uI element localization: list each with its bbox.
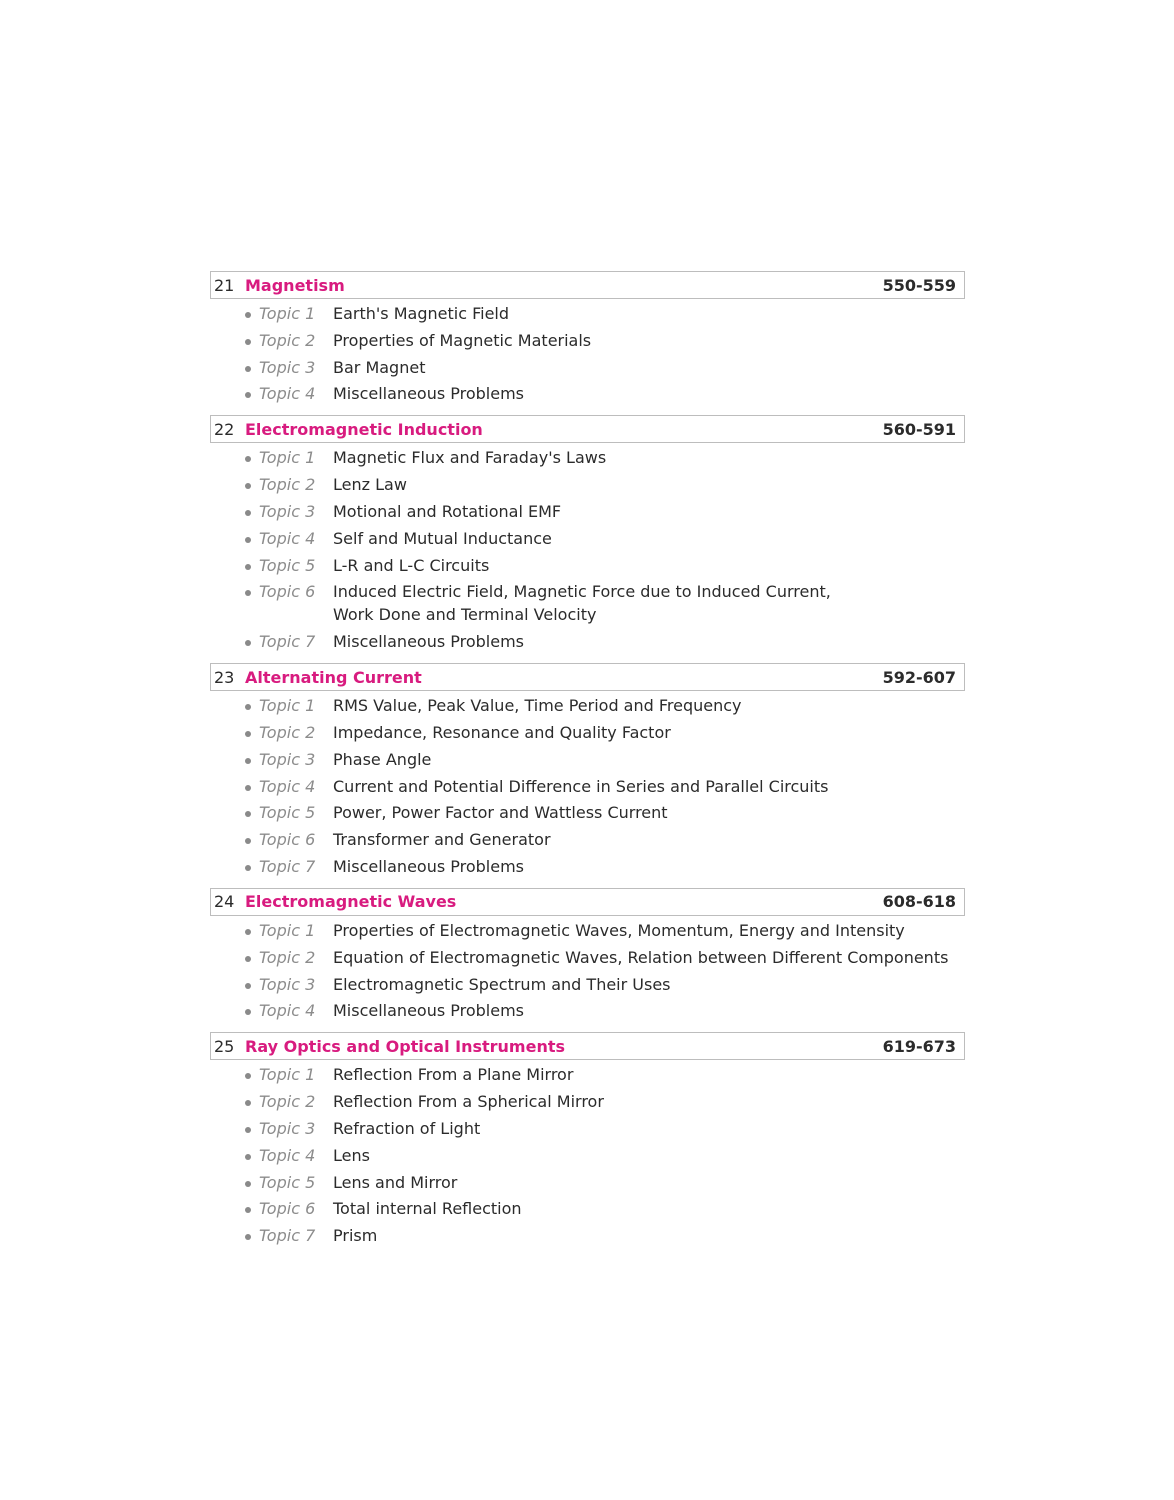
bullet-icon <box>245 758 251 764</box>
topic-item[interactable] <box>210 302 965 325</box>
bullet-icon <box>245 564 251 570</box>
chapter-section <box>210 663 965 878</box>
bullet-icon <box>245 1073 251 1079</box>
topic-label: Topic 5 <box>259 555 316 575</box>
topic-title <box>333 382 524 405</box>
chapter-page-range: 560-591 <box>882 419 956 439</box>
topic-label: Topic 1 <box>259 304 316 323</box>
topic-item[interactable] <box>210 329 965 352</box>
topic-label: Topic 2 <box>259 1092 316 1112</box>
topic-title <box>333 527 552 550</box>
chapter-number: 24 <box>214 892 235 912</box>
topic-label: Topic 6 <box>259 1199 316 1219</box>
topic-title <box>333 356 425 379</box>
topic-list <box>210 691 965 878</box>
topic-label: Topic 3 <box>259 974 316 994</box>
table-of-contents <box>210 271 965 1257</box>
topic-label: Topic 4 <box>259 1145 316 1165</box>
topic-item[interactable] <box>210 721 965 744</box>
topic-title <box>333 721 671 744</box>
topic-label: Topic 7 <box>259 856 316 876</box>
topic-title <box>333 828 551 851</box>
topic-title-line: Power, Power Factor and Wattless Current <box>333 803 668 823</box>
chapter-title[interactable]: Magnetism <box>245 275 345 295</box>
topic-label: Topic 7 <box>259 632 316 652</box>
chapter-page-range: 608-618 <box>882 892 956 912</box>
bullet-icon <box>245 983 251 989</box>
topic-item[interactable] <box>210 919 965 942</box>
topic-title-line: Prism <box>333 1226 378 1246</box>
topic-title-line: Miscellaneous Problems <box>333 1001 525 1021</box>
bullet-icon <box>245 339 251 345</box>
topic-title <box>333 946 948 969</box>
topic-title-line: Equation of Electromagnetic Waves, Relation between Different Components <box>333 947 949 967</box>
chapter-title[interactable]: Ray Optics and Optical Instruments <box>245 1036 566 1056</box>
topic-item[interactable] <box>210 828 965 851</box>
topic-item[interactable] <box>210 446 965 469</box>
topic-title-line: Impedance, Resonance and Quality Factor <box>333 722 671 742</box>
topic-label: Topic 3 <box>259 357 316 377</box>
topic-title-line: Bar Magnet <box>333 357 426 377</box>
bullet-icon <box>245 640 251 646</box>
chapter-header[interactable] <box>210 888 965 916</box>
topic-item[interactable] <box>210 500 965 523</box>
topic-item[interactable] <box>210 1224 965 1247</box>
topic-title <box>333 500 561 523</box>
topic-item[interactable] <box>210 1090 965 1113</box>
bullet-icon <box>245 1100 251 1106</box>
topic-title-line: Earth's Magnetic Field <box>333 304 510 323</box>
topic-title-line: Lens <box>333 1145 370 1165</box>
topic-list <box>210 443 965 653</box>
topic-label: Topic 5 <box>259 803 316 823</box>
topic-title <box>333 801 668 824</box>
topic-label: Topic 6 <box>259 830 316 850</box>
topic-title <box>333 1224 377 1247</box>
topic-label: Topic 1 <box>259 448 316 468</box>
topic-item[interactable] <box>210 1197 965 1220</box>
topic-title-line: Work Done and Terminal Velocity <box>333 605 597 625</box>
topic-title-line: Induced Electric Field, Magnetic Force due to Induced Current, <box>333 582 831 602</box>
topic-item[interactable] <box>210 694 965 717</box>
chapter-page-range: 592-607 <box>882 667 956 687</box>
bullet-icon <box>245 1207 251 1213</box>
bullet-icon <box>245 483 251 489</box>
bullet-icon <box>245 366 251 372</box>
chapter-header[interactable] <box>210 663 965 691</box>
bullet-icon <box>245 865 251 871</box>
topic-label: Topic 3 <box>259 749 316 769</box>
topic-label: Topic 2 <box>259 722 316 742</box>
topic-label: Topic 3 <box>259 1118 316 1138</box>
bullet-icon <box>245 392 251 398</box>
topic-label: Topic 7 <box>259 1226 316 1246</box>
bullet-icon <box>245 510 251 516</box>
topic-title <box>333 554 489 577</box>
topic-title <box>333 775 828 798</box>
chapter-title[interactable]: Electromagnetic Induction <box>245 419 483 439</box>
topic-title-line: Reflection From a Spherical Mirror <box>333 1092 604 1112</box>
topic-label: Topic 3 <box>259 501 316 521</box>
chapter-section <box>210 271 965 405</box>
bullet-icon <box>245 785 251 791</box>
topic-title-line: Reflection From a Plane Mirror <box>333 1065 574 1085</box>
topic-title <box>333 1117 480 1140</box>
topic-title-line: Miscellaneous Problems <box>333 632 525 652</box>
chapter-number: 23 <box>214 667 235 687</box>
bullet-icon <box>245 1127 251 1133</box>
bullet-icon <box>245 929 251 935</box>
chapter-page-range: 619-673 <box>882 1036 956 1056</box>
bullet-icon <box>245 537 251 543</box>
topic-title-line: Current and Potential Difference in Series and Parallel Circuits <box>333 776 829 796</box>
topic-label: Topic 4 <box>259 528 316 548</box>
topic-item[interactable] <box>210 973 965 996</box>
topic-label: Topic 1 <box>259 696 316 716</box>
chapter-section <box>210 888 965 1022</box>
topic-label: Topic 4 <box>259 384 316 404</box>
topic-title <box>333 1090 604 1113</box>
topic-title-line: Electromagnetic Spectrum and Their Uses <box>333 974 671 994</box>
bullet-icon <box>245 1181 251 1187</box>
bullet-icon <box>245 731 251 737</box>
bullet-icon <box>245 704 251 710</box>
chapter-header[interactable] <box>210 415 965 443</box>
bullet-icon <box>245 811 251 817</box>
topic-list <box>210 1060 965 1247</box>
topic-title-line: Transformer and Generator <box>333 830 551 850</box>
bullet-icon <box>245 312 251 318</box>
chapter-number: 21 <box>214 275 235 295</box>
topic-item[interactable] <box>210 473 965 496</box>
topic-title-line: RMS Value, Peak Value, Time Period and Frequency <box>333 696 742 716</box>
topic-title-line: Miscellaneous Problems <box>333 856 525 876</box>
topic-label: Topic 6 <box>259 582 316 602</box>
topic-item[interactable] <box>210 1144 965 1167</box>
bullet-icon <box>245 956 251 962</box>
chapter-section <box>210 415 965 653</box>
topic-list <box>210 299 965 405</box>
topic-title-line: Lenz Law <box>333 475 407 495</box>
topic-item[interactable] <box>210 630 965 653</box>
bullet-icon <box>245 456 251 462</box>
topic-title <box>333 473 407 496</box>
topic-title <box>333 1063 573 1086</box>
topic-item[interactable] <box>210 1063 965 1086</box>
topic-title <box>333 1197 522 1220</box>
chapter-header[interactable] <box>210 271 965 299</box>
topic-title <box>333 748 431 771</box>
chapter-number: 22 <box>214 419 235 439</box>
topic-item[interactable] <box>210 356 965 379</box>
topic-title-line: Self and Mutual Inductance <box>333 528 552 548</box>
topic-title-line: L-R and L-C Circuits <box>333 555 490 575</box>
chapter-page-range: 550-559 <box>882 275 956 295</box>
chapter-title[interactable]: Alternating Current <box>245 667 422 687</box>
bullet-icon <box>245 1154 251 1160</box>
bullet-icon <box>245 590 251 596</box>
topic-label: Topic 1 <box>259 920 316 940</box>
topic-item[interactable] <box>210 527 965 550</box>
topic-item[interactable] <box>210 1117 965 1140</box>
topic-title-line: Properties of Electromagnetic Waves, Momentum, Energy and Intensity <box>333 920 905 940</box>
topic-item[interactable] <box>210 801 965 824</box>
topic-title-line: Magnetic Flux and Faraday's Laws <box>333 448 607 468</box>
topic-title <box>333 694 742 717</box>
topic-label: Topic 1 <box>259 1065 316 1085</box>
topic-title-line: Phase Angle <box>333 749 432 769</box>
topic-title <box>333 855 524 878</box>
topic-title-line: Motional and Rotational EMF <box>333 501 562 521</box>
topic-label: Topic 2 <box>259 475 316 495</box>
topic-title-line: Refraction of Light <box>333 1118 481 1138</box>
topic-title <box>333 973 671 996</box>
chapter-header[interactable] <box>210 1032 965 1060</box>
topic-title-line: Total internal Reflection <box>333 1199 522 1219</box>
topic-title <box>333 329 591 352</box>
topic-title <box>333 1144 370 1167</box>
topic-title-line: Properties of Magnetic Materials <box>333 330 592 350</box>
topic-label: Topic 4 <box>259 1001 316 1021</box>
bullet-icon <box>245 1009 251 1015</box>
topic-title <box>333 1171 457 1194</box>
topic-item[interactable] <box>210 1171 965 1194</box>
topic-item[interactable] <box>210 999 965 1022</box>
chapter-number: 25 <box>214 1036 235 1056</box>
topic-item[interactable] <box>210 580 965 626</box>
topic-item[interactable] <box>210 382 965 405</box>
topic-label: Topic 5 <box>259 1172 316 1192</box>
topic-title <box>333 630 524 653</box>
topic-title-line: Lens and Mirror <box>333 1172 458 1192</box>
topic-title <box>333 446 606 469</box>
topic-item[interactable] <box>210 946 965 969</box>
chapter-title[interactable]: Electromagnetic Waves <box>245 892 457 912</box>
topic-title <box>333 999 524 1022</box>
topic-item[interactable] <box>210 554 965 577</box>
chapter-section <box>210 1032 965 1247</box>
topic-title <box>333 302 509 325</box>
bullet-icon <box>245 838 251 844</box>
topic-list <box>210 916 965 1022</box>
topic-item[interactable] <box>210 855 965 878</box>
topic-item[interactable] <box>210 775 965 798</box>
topic-title <box>333 580 831 626</box>
topic-title-line: Miscellaneous Problems <box>333 384 525 404</box>
topic-label: Topic 2 <box>259 330 316 350</box>
topic-item[interactable] <box>210 748 965 771</box>
bullet-icon <box>245 1234 251 1240</box>
topic-label: Topic 2 <box>259 947 316 967</box>
topic-label: Topic 4 <box>259 776 316 796</box>
topic-title <box>333 919 905 942</box>
